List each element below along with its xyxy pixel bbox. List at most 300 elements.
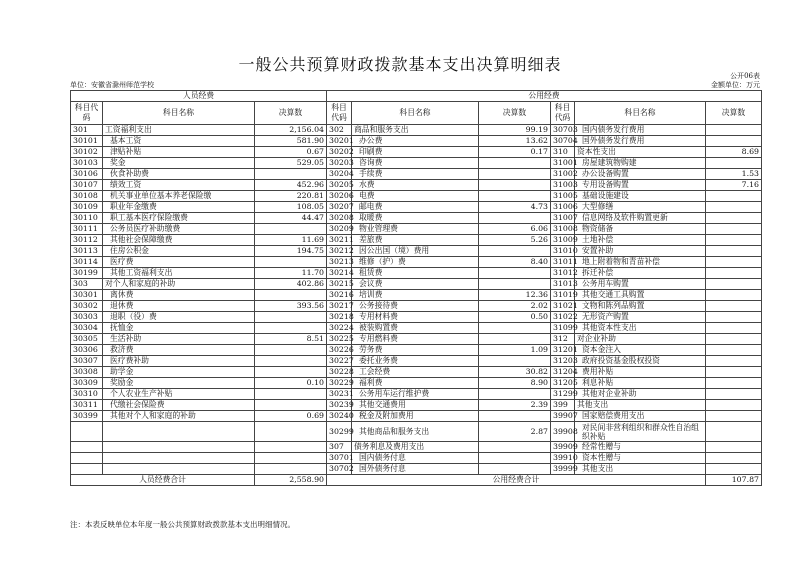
cell-amount: 393.56 xyxy=(255,301,327,312)
cell-name: 资本性赠与 xyxy=(575,453,706,464)
cell-name: 住房公积金 xyxy=(103,246,255,257)
cell-code: 30299 xyxy=(327,422,352,442)
cell-name: 国外债务付息 xyxy=(352,464,479,475)
cell-name: 会议费 xyxy=(352,279,479,290)
cell-name: 个人农业生产补贴 xyxy=(103,389,255,400)
table-row xyxy=(71,147,762,158)
cell-code: 31099 xyxy=(551,323,575,334)
cell-amount xyxy=(479,158,551,169)
cell-amount: 12.36 xyxy=(479,290,551,301)
col-code-1: 科目代码 xyxy=(71,102,103,125)
table-row xyxy=(71,136,762,147)
cell-name: 工会经费 xyxy=(352,367,479,378)
cell-code: 30304 xyxy=(71,323,103,334)
cell-amount: 402.86 xyxy=(255,279,327,290)
cell-name: 经常性赠与 xyxy=(575,442,706,453)
cell-amount xyxy=(706,464,762,475)
cell-code: 30305 xyxy=(71,334,103,345)
cell-code: 30206 xyxy=(327,191,352,202)
cell-name: 信息网络及软件购置更新 xyxy=(575,213,706,224)
cell-code: 30311 xyxy=(71,400,103,411)
cell-name: 资本性支出 xyxy=(575,147,706,158)
cell-name: 职业年金缴费 xyxy=(103,202,255,213)
col-code-3: 科目代码 xyxy=(551,102,575,125)
cell-amount xyxy=(706,224,762,235)
cell-name: 国家赔偿费用支出 xyxy=(575,411,706,422)
public-header: 公用经费 xyxy=(327,91,762,102)
cell-amount: 8.90 xyxy=(479,378,551,389)
cell-code: 303 xyxy=(71,279,103,290)
cell-amount xyxy=(706,400,762,411)
cell-amount xyxy=(479,180,551,191)
cell-amount xyxy=(255,224,327,235)
table-row xyxy=(71,301,762,312)
cell-amount xyxy=(255,453,327,464)
cell-name: 房屋建筑物购建 xyxy=(575,158,706,169)
cell-amount: 2.87 xyxy=(479,422,551,442)
cell-amount xyxy=(706,213,762,224)
cell-code: 30203 xyxy=(327,158,352,169)
cell-code: 30240 xyxy=(327,411,352,422)
footnote: 注：本表反映单位本年度一般公共预算财政拨款基本支出明细情况。 xyxy=(70,520,295,529)
table-row xyxy=(71,290,762,301)
cell-code: 39909 xyxy=(551,442,575,453)
cell-code: 30199 xyxy=(71,268,103,279)
cell-name: 水费 xyxy=(352,180,479,191)
cell-code: 302 xyxy=(327,125,352,136)
cell-amount xyxy=(706,191,762,202)
cell-name: 其他社会保障缴费 xyxy=(103,235,255,246)
cell-code: 30303 xyxy=(71,312,103,323)
cell-code: 307 xyxy=(327,442,352,453)
cell-code: 30211 xyxy=(327,235,352,246)
table-row xyxy=(71,411,762,422)
cell-name: 费用补贴 xyxy=(575,367,706,378)
cell-code: 31008 xyxy=(551,224,575,235)
table-row xyxy=(71,464,762,475)
cell-name: 助学金 xyxy=(103,367,255,378)
col-amount-1: 决算数 xyxy=(255,102,327,125)
cell-name: 商品和服务支出 xyxy=(352,125,479,136)
cell-amount: 8.51 xyxy=(255,334,327,345)
cell-code: 30215 xyxy=(327,279,352,290)
cell-name: 债务利息及费用支出 xyxy=(352,442,479,453)
cell-name: 大型修缮 xyxy=(575,202,706,213)
cell-code xyxy=(71,422,103,442)
cell-amount: 7.16 xyxy=(706,180,762,191)
cell-amount: 529.05 xyxy=(255,158,327,169)
cell-code: 30224 xyxy=(327,323,352,334)
cell-code: 31019 xyxy=(551,290,575,301)
cell-amount: 1.09 xyxy=(479,345,551,356)
cell-code: 31005 xyxy=(551,191,575,202)
cell-amount xyxy=(255,400,327,411)
cell-code: 30216 xyxy=(327,290,352,301)
cell-amount xyxy=(479,246,551,257)
table-row xyxy=(71,268,762,279)
table-row xyxy=(71,312,762,323)
col-name-1: 科目名称 xyxy=(103,102,255,125)
cell-amount xyxy=(255,356,327,367)
cell-name: 土地补偿 xyxy=(575,235,706,246)
cell-code: 30111 xyxy=(71,224,103,235)
cell-code: 30103 xyxy=(71,158,103,169)
cell-code: 31022 xyxy=(551,312,575,323)
cell-amount xyxy=(479,213,551,224)
cell-amount: 194.75 xyxy=(255,246,327,257)
cell-amount xyxy=(706,422,762,442)
cell-name: 差旅费 xyxy=(352,235,479,246)
cell-code: 30231 xyxy=(327,389,352,400)
cell-amount xyxy=(255,464,327,475)
cell-amount: 0.67 xyxy=(255,147,327,158)
cell-code: 39910 xyxy=(551,453,575,464)
cell-code: 39908 xyxy=(551,422,575,442)
cell-amount xyxy=(706,367,762,378)
cell-code: 30703 xyxy=(551,125,575,136)
cell-name: 税金及附加费用 xyxy=(352,411,479,422)
cell-amount xyxy=(255,323,327,334)
cell-name: 职工基本医疗保险缴费 xyxy=(103,213,255,224)
cell-code: 31299 xyxy=(551,389,575,400)
col-amount-2: 决算数 xyxy=(479,102,551,125)
cell-code: 31011 xyxy=(551,257,575,268)
cell-amount xyxy=(479,453,551,464)
cell-code: 30110 xyxy=(71,213,103,224)
cell-amount xyxy=(479,389,551,400)
cell-name: 文物和陈列品购置 xyxy=(575,301,706,312)
cell-code: 30201 xyxy=(327,136,352,147)
cell-name: 津贴补贴 xyxy=(103,147,255,158)
cell-name: 物资储备 xyxy=(575,224,706,235)
cell-name: 奖励金 xyxy=(103,378,255,389)
cell-code: 30108 xyxy=(71,191,103,202)
cell-name: 对企业补助 xyxy=(575,334,706,345)
cell-name: 咨询费 xyxy=(352,158,479,169)
cell-amount: 6.06 xyxy=(479,224,551,235)
cell-name: 离休费 xyxy=(103,290,255,301)
cell-name: 其他支出 xyxy=(575,464,706,475)
cell-name xyxy=(103,422,255,442)
cell-code: 30214 xyxy=(327,268,352,279)
unit-label: 单位：安徽省滁州师范学校 xyxy=(70,81,154,89)
cell-amount: 0.69 xyxy=(255,411,327,422)
cell-name xyxy=(103,442,255,453)
table-row xyxy=(71,334,762,345)
cell-name: 退休费 xyxy=(103,301,255,312)
cell-code: 30106 xyxy=(71,169,103,180)
cell-code: 31201 xyxy=(551,345,575,356)
cell-code: 31010 xyxy=(551,246,575,257)
cell-amount xyxy=(255,290,327,301)
cell-amount xyxy=(706,136,762,147)
cell-code: 31002 xyxy=(551,169,575,180)
cell-amount xyxy=(706,202,762,213)
cell-code: 310 xyxy=(551,147,575,158)
col-amount-3: 决算数 xyxy=(706,102,762,125)
cell-amount: 452.96 xyxy=(255,180,327,191)
cell-amount xyxy=(479,334,551,345)
cell-name: 办公费 xyxy=(352,136,479,147)
cell-name: 其他交通工具购置 xyxy=(575,290,706,301)
col-name-3: 科目名称 xyxy=(575,102,706,125)
cell-amount xyxy=(706,323,762,334)
cell-name: 专用设备购置 xyxy=(575,180,706,191)
table-row xyxy=(71,442,762,453)
cell-name: 国内债务发行费用 xyxy=(575,125,706,136)
cell-code: 30101 xyxy=(71,136,103,147)
cell-name: 其他支出 xyxy=(575,400,706,411)
cell-amount xyxy=(706,158,762,169)
cell-amount xyxy=(255,312,327,323)
currency-label: 金额单位：万元 xyxy=(711,81,760,89)
cell-name: 其他交通费用 xyxy=(352,400,479,411)
cell-name: 救济费 xyxy=(103,345,255,356)
cell-name: 取暖费 xyxy=(352,213,479,224)
cell-name: 拆迁补偿 xyxy=(575,268,706,279)
cell-amount xyxy=(479,268,551,279)
table-row xyxy=(71,279,762,290)
cell-name: 公务员医疗补助缴费 xyxy=(103,224,255,235)
cell-amount: 11.70 xyxy=(255,268,327,279)
cell-name: 办公设备购置 xyxy=(575,169,706,180)
cell-code: 30227 xyxy=(327,356,352,367)
cell-name: 电费 xyxy=(352,191,479,202)
cell-name: 维修（护）费 xyxy=(352,257,479,268)
table-row xyxy=(71,400,762,411)
cell-amount: 108.05 xyxy=(255,202,327,213)
cell-code: 30308 xyxy=(71,367,103,378)
cell-name: 其他资本性支出 xyxy=(575,323,706,334)
cell-name: 对个人和家庭的补助 xyxy=(103,279,255,290)
cell-name: 因公出国（境）费用 xyxy=(352,246,479,257)
table-row xyxy=(71,453,762,464)
cell-name: 代缴社会保险费 xyxy=(103,400,255,411)
cell-name xyxy=(103,464,255,475)
cell-code: 31007 xyxy=(551,213,575,224)
cell-amount: 13.62 xyxy=(479,136,551,147)
cell-code xyxy=(71,453,103,464)
cell-code: 312 xyxy=(551,334,575,345)
cell-amount xyxy=(255,389,327,400)
cell-name: 伙食补助费 xyxy=(103,169,255,180)
cell-amount xyxy=(706,411,762,422)
cell-amount: 11.69 xyxy=(255,235,327,246)
cell-code: 30113 xyxy=(71,246,103,257)
public-total-label: 公用经费合计 xyxy=(327,475,706,486)
cell-code: 30208 xyxy=(327,213,352,224)
cell-name: 被装购置费 xyxy=(352,323,479,334)
table-row xyxy=(71,191,762,202)
cell-code: 30225 xyxy=(327,334,352,345)
cell-code: 30109 xyxy=(71,202,103,213)
cell-name: 抚恤金 xyxy=(103,323,255,334)
cell-code: 31205 xyxy=(551,378,575,389)
cell-amount xyxy=(706,389,762,400)
cell-name: 印刷费 xyxy=(352,147,479,158)
cell-name: 其他对企业补助 xyxy=(575,389,706,400)
cell-name: 专用材料费 xyxy=(352,312,479,323)
cell-amount xyxy=(255,345,327,356)
cell-amount: 0.50 xyxy=(479,312,551,323)
cell-code: 39999 xyxy=(551,464,575,475)
cell-name: 生活补助 xyxy=(103,334,255,345)
cell-amount: 0.17 xyxy=(479,147,551,158)
cell-name: 医疗费补助 xyxy=(103,356,255,367)
table-row xyxy=(71,378,762,389)
cell-name: 租赁费 xyxy=(352,268,479,279)
cell-name: 其他工资福利支出 xyxy=(103,268,255,279)
cell-name: 基本工资 xyxy=(103,136,255,147)
cell-code: 30212 xyxy=(327,246,352,257)
cell-amount: 1.53 xyxy=(706,169,762,180)
cell-amount: 30.82 xyxy=(479,367,551,378)
cell-code: 30307 xyxy=(71,356,103,367)
cell-code: 30107 xyxy=(71,180,103,191)
cell-code: 301 xyxy=(71,125,103,136)
cell-amount: 8.40 xyxy=(479,257,551,268)
cell-amount xyxy=(706,125,762,136)
cell-amount xyxy=(479,411,551,422)
cell-name: 工资福利支出 xyxy=(103,125,255,136)
cell-name: 机关事业单位基本养老保险缴 xyxy=(103,191,255,202)
cell-amount xyxy=(255,257,327,268)
cell-code: 31203 xyxy=(551,356,575,367)
cell-code: 30301 xyxy=(71,290,103,301)
cell-code: 30114 xyxy=(71,257,103,268)
expenditure-table xyxy=(70,90,762,486)
cell-code: 30207 xyxy=(327,202,352,213)
cell-amount xyxy=(255,442,327,453)
cell-name: 委托业务费 xyxy=(352,356,479,367)
table-row xyxy=(71,345,762,356)
cell-name: 公务接待费 xyxy=(352,301,479,312)
cell-code: 31003 xyxy=(551,180,575,191)
cell-name: 绩效工资 xyxy=(103,180,255,191)
cell-amount: 220.81 xyxy=(255,191,327,202)
cell-name: 手续费 xyxy=(352,169,479,180)
cell-amount xyxy=(706,290,762,301)
cell-amount xyxy=(706,334,762,345)
cell-name: 物业管理费 xyxy=(352,224,479,235)
cell-name: 政府投资基金股权投资 xyxy=(575,356,706,367)
cell-code: 30302 xyxy=(71,301,103,312)
cell-code: 399 xyxy=(551,400,575,411)
cell-amount: 2.39 xyxy=(479,400,551,411)
cell-name: 劳务费 xyxy=(352,345,479,356)
cell-amount xyxy=(479,442,551,453)
cell-code xyxy=(71,464,103,475)
table-row xyxy=(71,422,762,442)
cell-code: 30239 xyxy=(327,400,352,411)
table-row xyxy=(71,246,762,257)
cell-amount: 44.47 xyxy=(255,213,327,224)
cell-name: 安置补助 xyxy=(575,246,706,257)
cell-amount xyxy=(706,268,762,279)
cell-name: 退职（役）费 xyxy=(103,312,255,323)
cell-amount xyxy=(706,312,762,323)
cell-code: 30702 xyxy=(327,464,352,475)
cell-name: 国外债务发行费用 xyxy=(575,136,706,147)
cell-amount xyxy=(706,235,762,246)
cell-amount xyxy=(479,356,551,367)
cell-code: 31204 xyxy=(551,367,575,378)
cell-amount xyxy=(706,453,762,464)
cell-code: 30309 xyxy=(71,378,103,389)
cell-amount xyxy=(706,257,762,268)
table-row xyxy=(71,213,762,224)
cell-amount xyxy=(706,301,762,312)
cell-name: 邮电费 xyxy=(352,202,479,213)
cell-code: 30218 xyxy=(327,312,352,323)
personnel-header: 人员经费 xyxy=(71,91,327,102)
cell-code xyxy=(71,442,103,453)
cell-name xyxy=(103,453,255,464)
cell-name: 医疗费 xyxy=(103,257,255,268)
table-row xyxy=(71,257,762,268)
cell-code: 30704 xyxy=(551,136,575,147)
cell-amount: 5.26 xyxy=(479,235,551,246)
cell-amount: 8.69 xyxy=(706,147,762,158)
cell-name: 其他商品和服务支出 xyxy=(352,422,479,442)
cell-code: 31021 xyxy=(551,301,575,312)
cell-code: 30306 xyxy=(71,345,103,356)
col-code-2: 科目代码 xyxy=(327,102,352,125)
cell-amount xyxy=(255,169,327,180)
cell-amount: 581.90 xyxy=(255,136,327,147)
table-row xyxy=(71,224,762,235)
cell-code: 31006 xyxy=(551,202,575,213)
cell-code: 30217 xyxy=(327,301,352,312)
table-row xyxy=(71,169,762,180)
cell-amount xyxy=(479,191,551,202)
cell-code: 30226 xyxy=(327,345,352,356)
cell-code: 30112 xyxy=(71,235,103,246)
cell-code: 30209 xyxy=(327,224,352,235)
public-total-value: 107.87 xyxy=(706,475,762,486)
col-name-2: 科目名称 xyxy=(352,102,479,125)
cell-code: 30399 xyxy=(71,411,103,422)
cell-name: 基础设施建设 xyxy=(575,191,706,202)
cell-amount xyxy=(706,345,762,356)
cell-name: 培训费 xyxy=(352,290,479,301)
cell-code: 30202 xyxy=(327,147,352,158)
table-row xyxy=(71,158,762,169)
cell-code: 30701 xyxy=(327,453,352,464)
form-code: 公开06表 xyxy=(730,72,760,80)
table-row xyxy=(71,125,762,136)
table-row xyxy=(71,389,762,400)
cell-amount xyxy=(255,422,327,442)
cell-code: 31012 xyxy=(551,268,575,279)
cell-amount: 0.10 xyxy=(255,378,327,389)
cell-amount xyxy=(255,367,327,378)
cell-name: 福利费 xyxy=(352,378,479,389)
cell-amount: 2.02 xyxy=(479,301,551,312)
cell-amount xyxy=(479,169,551,180)
cell-amount xyxy=(479,323,551,334)
cell-code: 30229 xyxy=(327,378,352,389)
cell-code: 39907 xyxy=(551,411,575,422)
cell-amount: 4.73 xyxy=(479,202,551,213)
cell-code: 30205 xyxy=(327,180,352,191)
cell-name: 国内债务付息 xyxy=(352,453,479,464)
personnel-total-label: 人员经费合计 xyxy=(71,475,255,486)
table-row xyxy=(71,356,762,367)
cell-amount xyxy=(706,279,762,290)
cell-amount xyxy=(706,442,762,453)
cell-name: 对民间非营利组织和群众性自治组织补贴 xyxy=(575,422,706,442)
